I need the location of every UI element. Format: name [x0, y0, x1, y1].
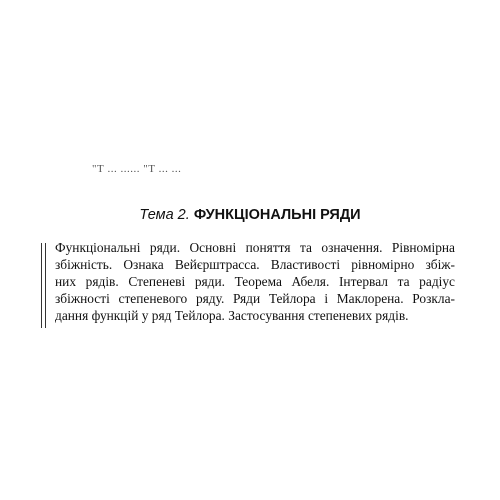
section-paragraph	[55, 239, 455, 324]
paragraph-line: Функціональні ряди. Основні поняття та означення. Рівномірна	[55, 240, 455, 255]
heading-prefix: Тема 2.	[139, 207, 190, 223]
cut-off-text-line	[92, 163, 354, 175]
margin-double-bar	[41, 243, 46, 328]
paragraph-line: збіжності степеневого ряду. Ряди Тейлора і Маклорена. Розкла-	[55, 291, 455, 306]
paragraph-line: збіжність. Ознака Вейєрштрасса. Властивості рівномірно збіж-	[55, 257, 455, 272]
cut-off-text: "Т ... ...... "Т ... ...	[92, 163, 182, 175]
paragraph-line: них рядів. Степеневі ряди. Теорема Абеля. Інтервал та радіус	[55, 274, 455, 289]
paragraph-line: дання функцій у ряд Тейлора. Застосування степеневих рядів.	[55, 308, 409, 323]
heading-title: ФУНКЦІОНАЛЬНІ РЯДИ	[193, 207, 361, 223]
section-heading	[0, 207, 500, 223]
